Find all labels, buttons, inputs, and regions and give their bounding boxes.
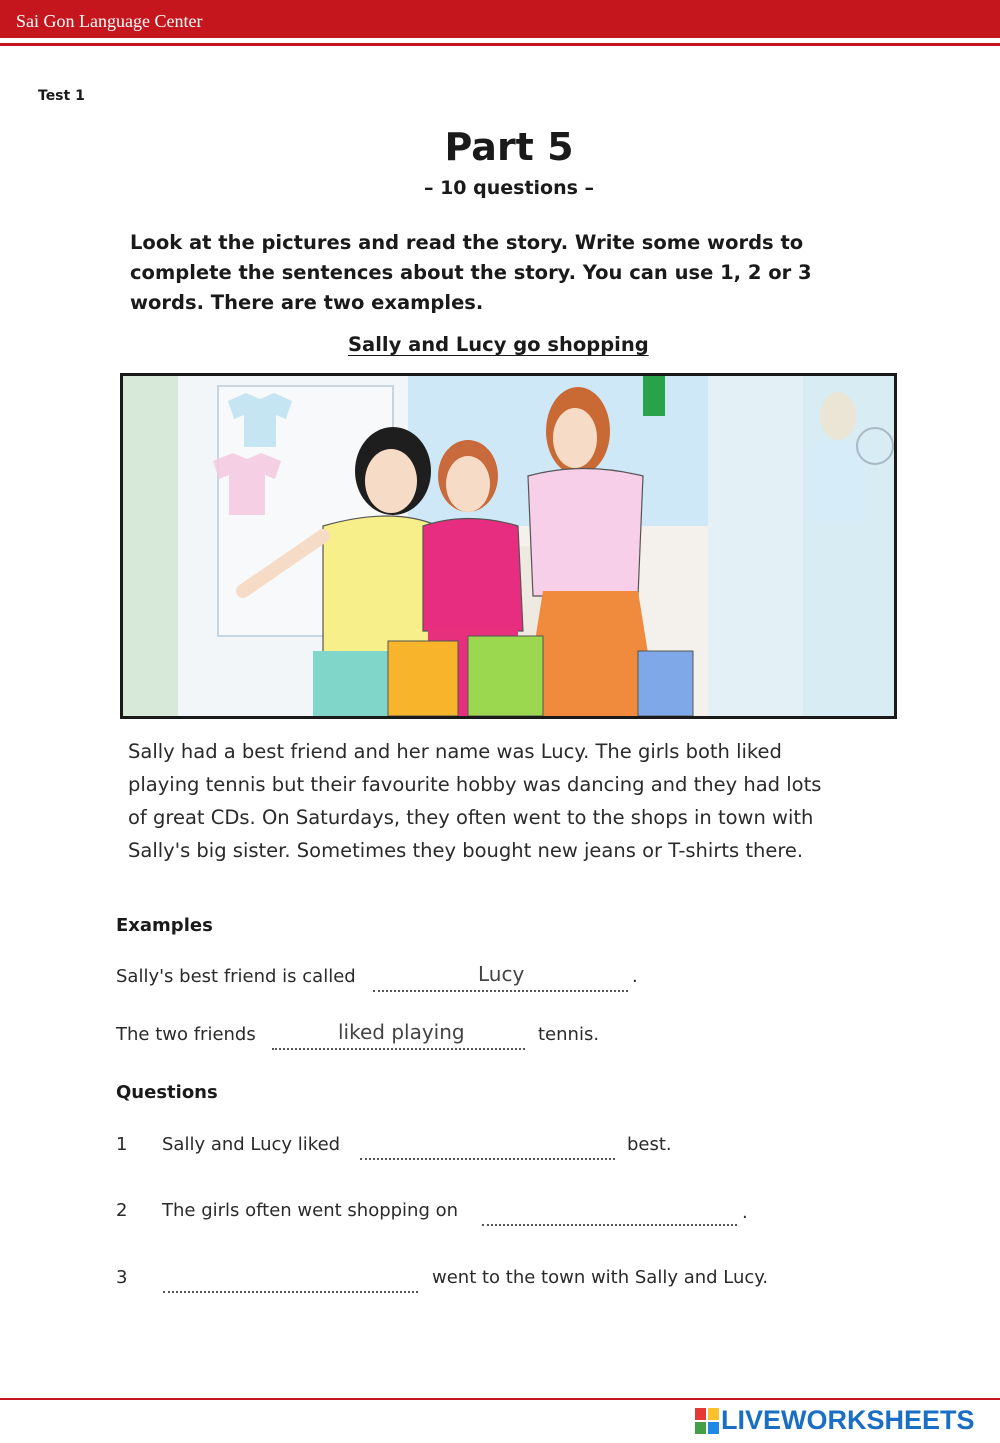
question-1-number: 1 (116, 1134, 128, 1155)
header-title: Sai Gon Language Center (16, 11, 203, 31)
test-label: Test 1 (38, 88, 85, 104)
question-2-end: . (742, 1202, 748, 1223)
question-3-number: 3 (116, 1267, 128, 1288)
story-text (128, 735, 868, 867)
shopping-scene-illustration (123, 376, 894, 716)
example-2-blank (272, 1048, 525, 1050)
questions-heading: Questions (116, 1082, 218, 1103)
question-2-number: 2 (116, 1200, 128, 1221)
header-divider (0, 43, 1000, 46)
example-1-blank (373, 990, 628, 992)
example-2-end: tennis. (538, 1024, 600, 1045)
question-3-answer-input[interactable] (163, 1271, 418, 1293)
liveworksheets-icon (695, 1408, 719, 1434)
story-illustration (120, 373, 897, 719)
question-2-text: The girls often went shopping on (162, 1200, 459, 1221)
examples-heading: Examples (116, 915, 213, 936)
part-title: Part 5 (444, 125, 574, 169)
logo-text: LIVEWORKSHEETS (721, 1405, 975, 1435)
question-1-end: best. (627, 1134, 672, 1155)
story-line: Sally had a best friend and her name was Lucy. The girls both liked (128, 740, 782, 763)
part-subtitle: – 10 questions – (423, 177, 595, 199)
footer-divider (0, 1398, 1000, 1400)
example-1-end: . (632, 966, 638, 987)
example-2-text: The two friends (116, 1024, 256, 1045)
question-2-answer-input[interactable] (482, 1204, 737, 1226)
story-line: playing tennis but their favourite hobby was dancing and they had lots (128, 773, 822, 796)
question-3-end: went to the town with Sally and Lucy. (432, 1267, 769, 1288)
story-line: of great CDs. On Saturdays, they often went to the shops in town with (128, 806, 814, 829)
example-2-answer: liked playing (338, 1020, 465, 1044)
question-1-text: Sally and Lucy liked (162, 1134, 341, 1155)
story-line: Sally's big sister. Sometimes they bought new jeans or T-shirts there. (128, 839, 804, 862)
example-1-answer: Lucy (478, 962, 525, 986)
liveworksheets-logo (695, 1405, 975, 1436)
instructions: Look at the pictures and read the story. Write some words to complete the sentences about the story. You can use 1, 2 or 3 words. There are two examples. (130, 231, 812, 314)
example-1-text: Sally's best friend is called (116, 966, 356, 987)
question-1-answer-input[interactable] (360, 1138, 615, 1160)
story-title: Sally and Lucy go shopping (348, 333, 649, 356)
